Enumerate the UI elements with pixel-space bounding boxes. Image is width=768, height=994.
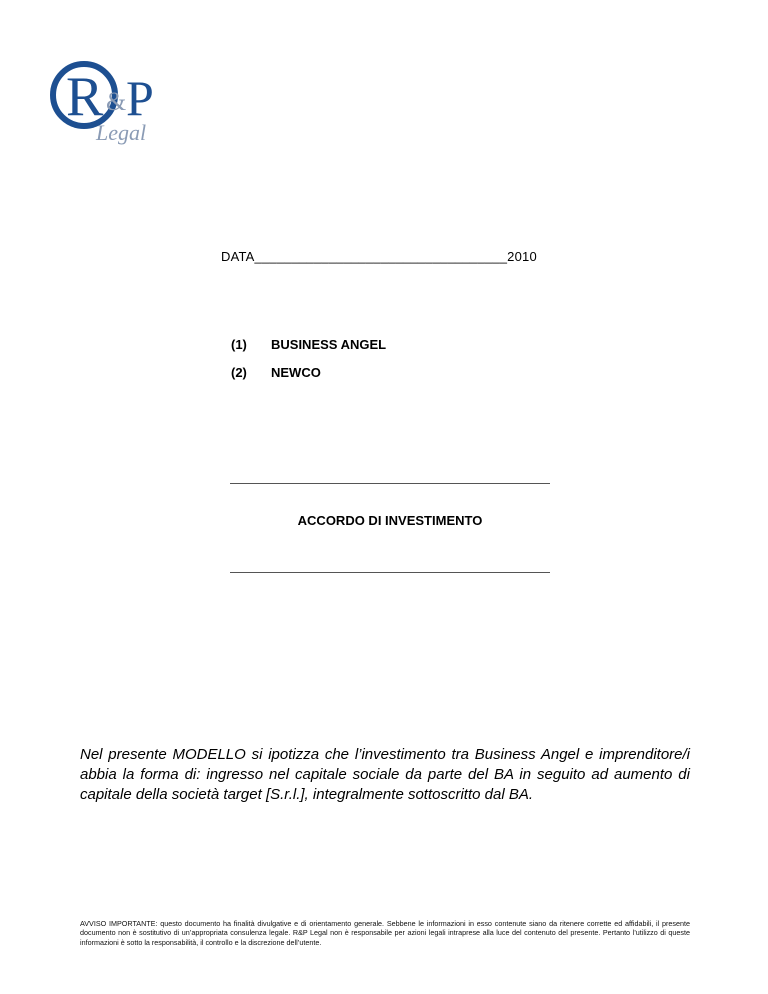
svg-text:&: & xyxy=(106,87,127,116)
party-item xyxy=(231,337,386,365)
party-number: (2) xyxy=(231,365,247,380)
svg-text:Legal: Legal xyxy=(96,120,147,145)
date-line: DATA__________________________________2010 xyxy=(221,249,537,264)
model-note: Nel presente MODELLO si ipotizza che l’investimento tra Business Angel e imprenditore/i abbia la forma di: ingresso nel capitale sociale da parte del BA in seguito ad aumento di capitale della società target [S.r.l.], integralmente sottoscritto dal BA. xyxy=(80,746,690,803)
svg-text:R: R xyxy=(66,66,104,128)
party-name: NEWCO xyxy=(271,365,321,380)
svg-text:P: P xyxy=(126,70,154,126)
document-title: ACCORDO DI INVESTIMENTO xyxy=(297,513,483,528)
party-name: BUSINESS ANGEL xyxy=(271,337,387,352)
title-top-rule xyxy=(230,483,550,484)
party-list xyxy=(231,337,386,393)
title-bottom-rule xyxy=(230,572,550,573)
disclaimer: AVVISO IMPORTANTE: questo documento ha finalità divulgative e di orientamento generale. Sebbene le informazioni in esso contenute siano da ritenere corrette ed affidabili, il presente documento non è sostitutivo di un’appropriata consulenza legale. R&P Legal non è responsabile per azioni legali intraprese alla luce del contenuto del presente. Pertanto l’utilizzo di queste informazioni è sotto la responsabilità, il controllo e la discrezione dell’utente. xyxy=(80,919,690,947)
party-item xyxy=(231,365,386,393)
party-number: (1) xyxy=(231,337,247,352)
rp-legal-logo xyxy=(48,58,166,148)
